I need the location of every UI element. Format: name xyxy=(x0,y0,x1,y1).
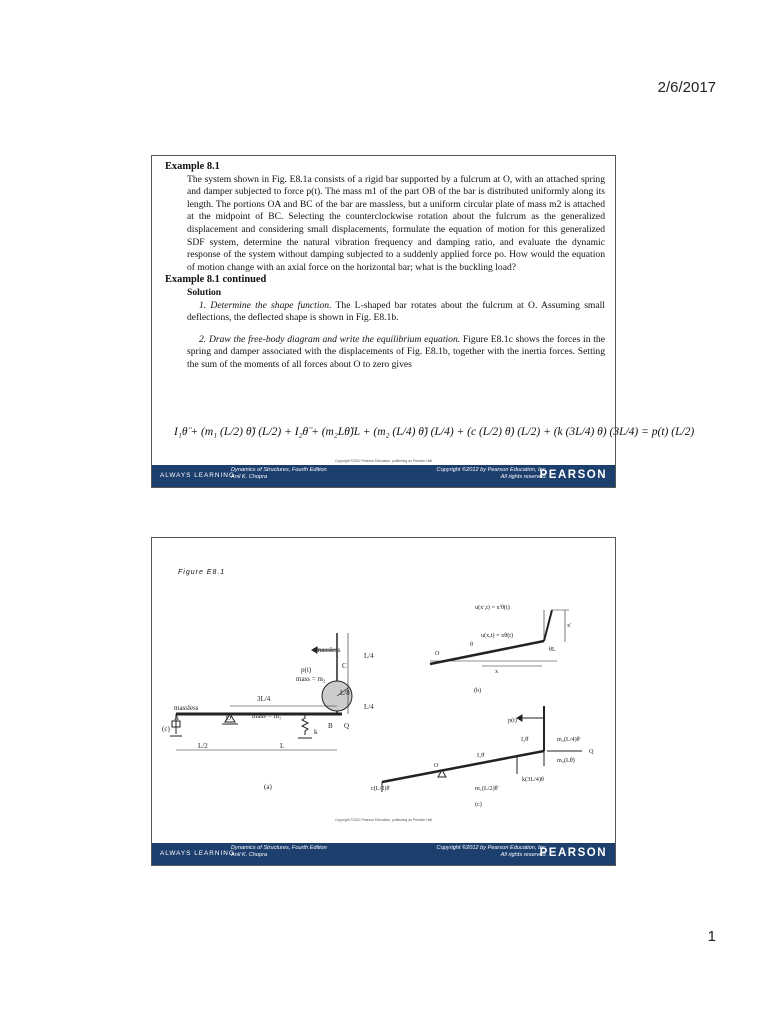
fig-c xyxy=(382,706,582,792)
label-massless-left: massless xyxy=(174,704,199,712)
label-c: (c) xyxy=(162,725,170,733)
label-b: (b) xyxy=(474,687,482,694)
label-L8: L/8 xyxy=(340,689,350,697)
label-c-Q: Q xyxy=(589,748,594,755)
footer-book-title: Dynamics of Structures, Fourth Edition xyxy=(231,845,327,851)
label-3L4: 3L/4 xyxy=(257,695,271,703)
label-C: C xyxy=(342,662,347,670)
problem-statement: The system shown in Fig. E8.1a consists of a rigid bar supported by a fulcrum at O, with an attached spring and damper subjected to force p(t). The mass m1 of the part OB of the bar is distributed uniformly along its length. The portions OA and BC of the bar are massless, but a uniform circular plate of mass m2 is attached at the midpoint of BC. Selecting the counterclockwise rotation about the fulcrum as the generalized displacement and considering small displacements, formulate the equation of motion for this generalized SDF system, determine the natural vibration frequency and damping ratio, and evaluate the dynamic response of the system without damping subjected to a suddenly applied force po. How would the equation of motion change with an axial force on the horizontal bar; what is the buckling load? xyxy=(187,173,605,273)
footer-copyright-line2: All rights reserved. xyxy=(500,852,547,858)
step-2 xyxy=(187,334,605,372)
label-massless-top: massless xyxy=(316,646,341,654)
pearson-logo: PEARSON xyxy=(539,469,607,481)
label-mass-m2: mass = m₂ xyxy=(296,675,326,683)
footer-book-title: Dynamics of Structures, Fourth Edition xyxy=(231,467,327,473)
label-c-m1: m₁(L/2)θ̈ xyxy=(475,785,498,792)
label-k: k xyxy=(314,728,318,736)
footer-copyright-line1: Copyright ©2012 by Pearson Education, Inc. xyxy=(436,467,547,473)
slide-copyright-small: Copyright ©2012 Pearson Education, publishing as Prentice Hall xyxy=(335,818,432,822)
footer-brand: ALWAYS LEARNING xyxy=(160,472,235,479)
footer-copyright-line2: All rights reserved. xyxy=(500,474,547,480)
footer-book-author: Anil K. Chopra xyxy=(231,474,268,480)
label-b-theta: θ xyxy=(470,641,473,648)
label-c-I1: I₁θ̈ xyxy=(477,752,485,759)
label-A: A xyxy=(174,714,180,722)
label-O: O xyxy=(226,714,232,722)
step-1 xyxy=(187,300,605,325)
page-number: 1 xyxy=(707,928,716,945)
label-mass-m1: mass = m₁ xyxy=(252,712,282,720)
label-a: (a) xyxy=(264,783,272,791)
step-1-title: 1. Determine the shape function. xyxy=(199,299,332,311)
deflected-arm xyxy=(544,610,552,641)
label-L: L xyxy=(280,742,285,750)
slide-footer xyxy=(152,465,615,487)
label-Q: Q xyxy=(344,722,350,730)
label-c-O: O xyxy=(434,762,439,769)
footer-brand: ALWAYS LEARNING xyxy=(160,850,235,857)
label-c-k: k(3L/4)θ xyxy=(522,776,544,783)
example-heading: Example 8.1 xyxy=(165,161,220,172)
label-b-x: x xyxy=(495,668,499,675)
slide-example-8-1 xyxy=(151,155,695,488)
footer-copyright-line1: Copyright ©2012 by Pearson Education, Inc. xyxy=(436,845,547,851)
date: 2/6/2017 xyxy=(657,79,716,96)
solution-label: Solution xyxy=(187,286,222,298)
step-2-text: Figure E8.1c shows the forces in the spring and damper associated with the displacements of Fig. E8.1b, together with the inertia forces. Setting the sum of the moments of all forces about O to zero gives xyxy=(187,333,605,370)
label-b-thetaL: θL xyxy=(549,646,556,653)
label-b-O: O xyxy=(435,650,440,657)
fbd-bar xyxy=(382,751,544,782)
label-L4-bot: L/4 xyxy=(364,703,374,711)
step-1-text: The L-shaped bar rotates about the fulcrum at O. Assuming small deflections, the deflected shape is shown in Fig. E8.1b. xyxy=(187,299,605,324)
footer-book xyxy=(231,845,327,859)
footer-copyright xyxy=(437,845,547,859)
figure-title: Figure E8.1 xyxy=(178,569,226,576)
label-c-I2: I₂θ̈ xyxy=(521,736,529,743)
equation-of-motion: I₁θ̈ + (m₁ (L/2) θ̈) (L/2) + I₂θ̈ + (m₂Lθ̈)L + (m₂ (L/4) θ̈) (L/4) + (c (L/2) θ̇) (L/2) + (k (3L/4) θ) (3L/4) = p(t) (L/2) xyxy=(174,426,695,438)
slide-copyright-small: Copyright ©2012 Pearson Education, publishing as Prentice Hall xyxy=(335,459,432,463)
label-L4-top: L/4 xyxy=(364,652,374,660)
step-2-title: 2. Draw the free-body diagram and write the equilibrium equation. xyxy=(199,333,461,345)
deflected-bar xyxy=(430,641,544,664)
label-b-u1: u(x′,t) = x′θ(t) xyxy=(475,604,510,611)
footer-book xyxy=(231,467,327,481)
label-c-m2L4: m₂(L/4)θ̈ xyxy=(557,736,580,743)
label-c: (c) xyxy=(475,801,482,808)
label-c-p: p(t) xyxy=(508,717,517,724)
footer-copyright xyxy=(437,467,547,481)
label-L2: L/2 xyxy=(198,742,208,750)
label-p-t: p(t) xyxy=(301,666,312,674)
pearson-logo: PEARSON xyxy=(539,847,607,859)
slide-footer xyxy=(152,843,615,865)
slide-text xyxy=(165,161,605,372)
label-c-c: c(L/2)θ̇ xyxy=(371,785,390,792)
example-continued-heading: Example 8.1 continued xyxy=(165,274,267,286)
slide-figure-e8-1 xyxy=(151,537,616,866)
figure-e8-1-diagram xyxy=(152,538,617,838)
label-B: B xyxy=(328,722,333,730)
label-b-u2: u(x,t) = xθ(t) xyxy=(481,632,514,639)
footer-book-author: Anil K. Chopra xyxy=(231,852,268,858)
label-c-m2L: m₂(Lθ̈) xyxy=(557,757,575,764)
spring-k xyxy=(302,714,308,735)
label-b-xp: x′ xyxy=(567,622,572,629)
